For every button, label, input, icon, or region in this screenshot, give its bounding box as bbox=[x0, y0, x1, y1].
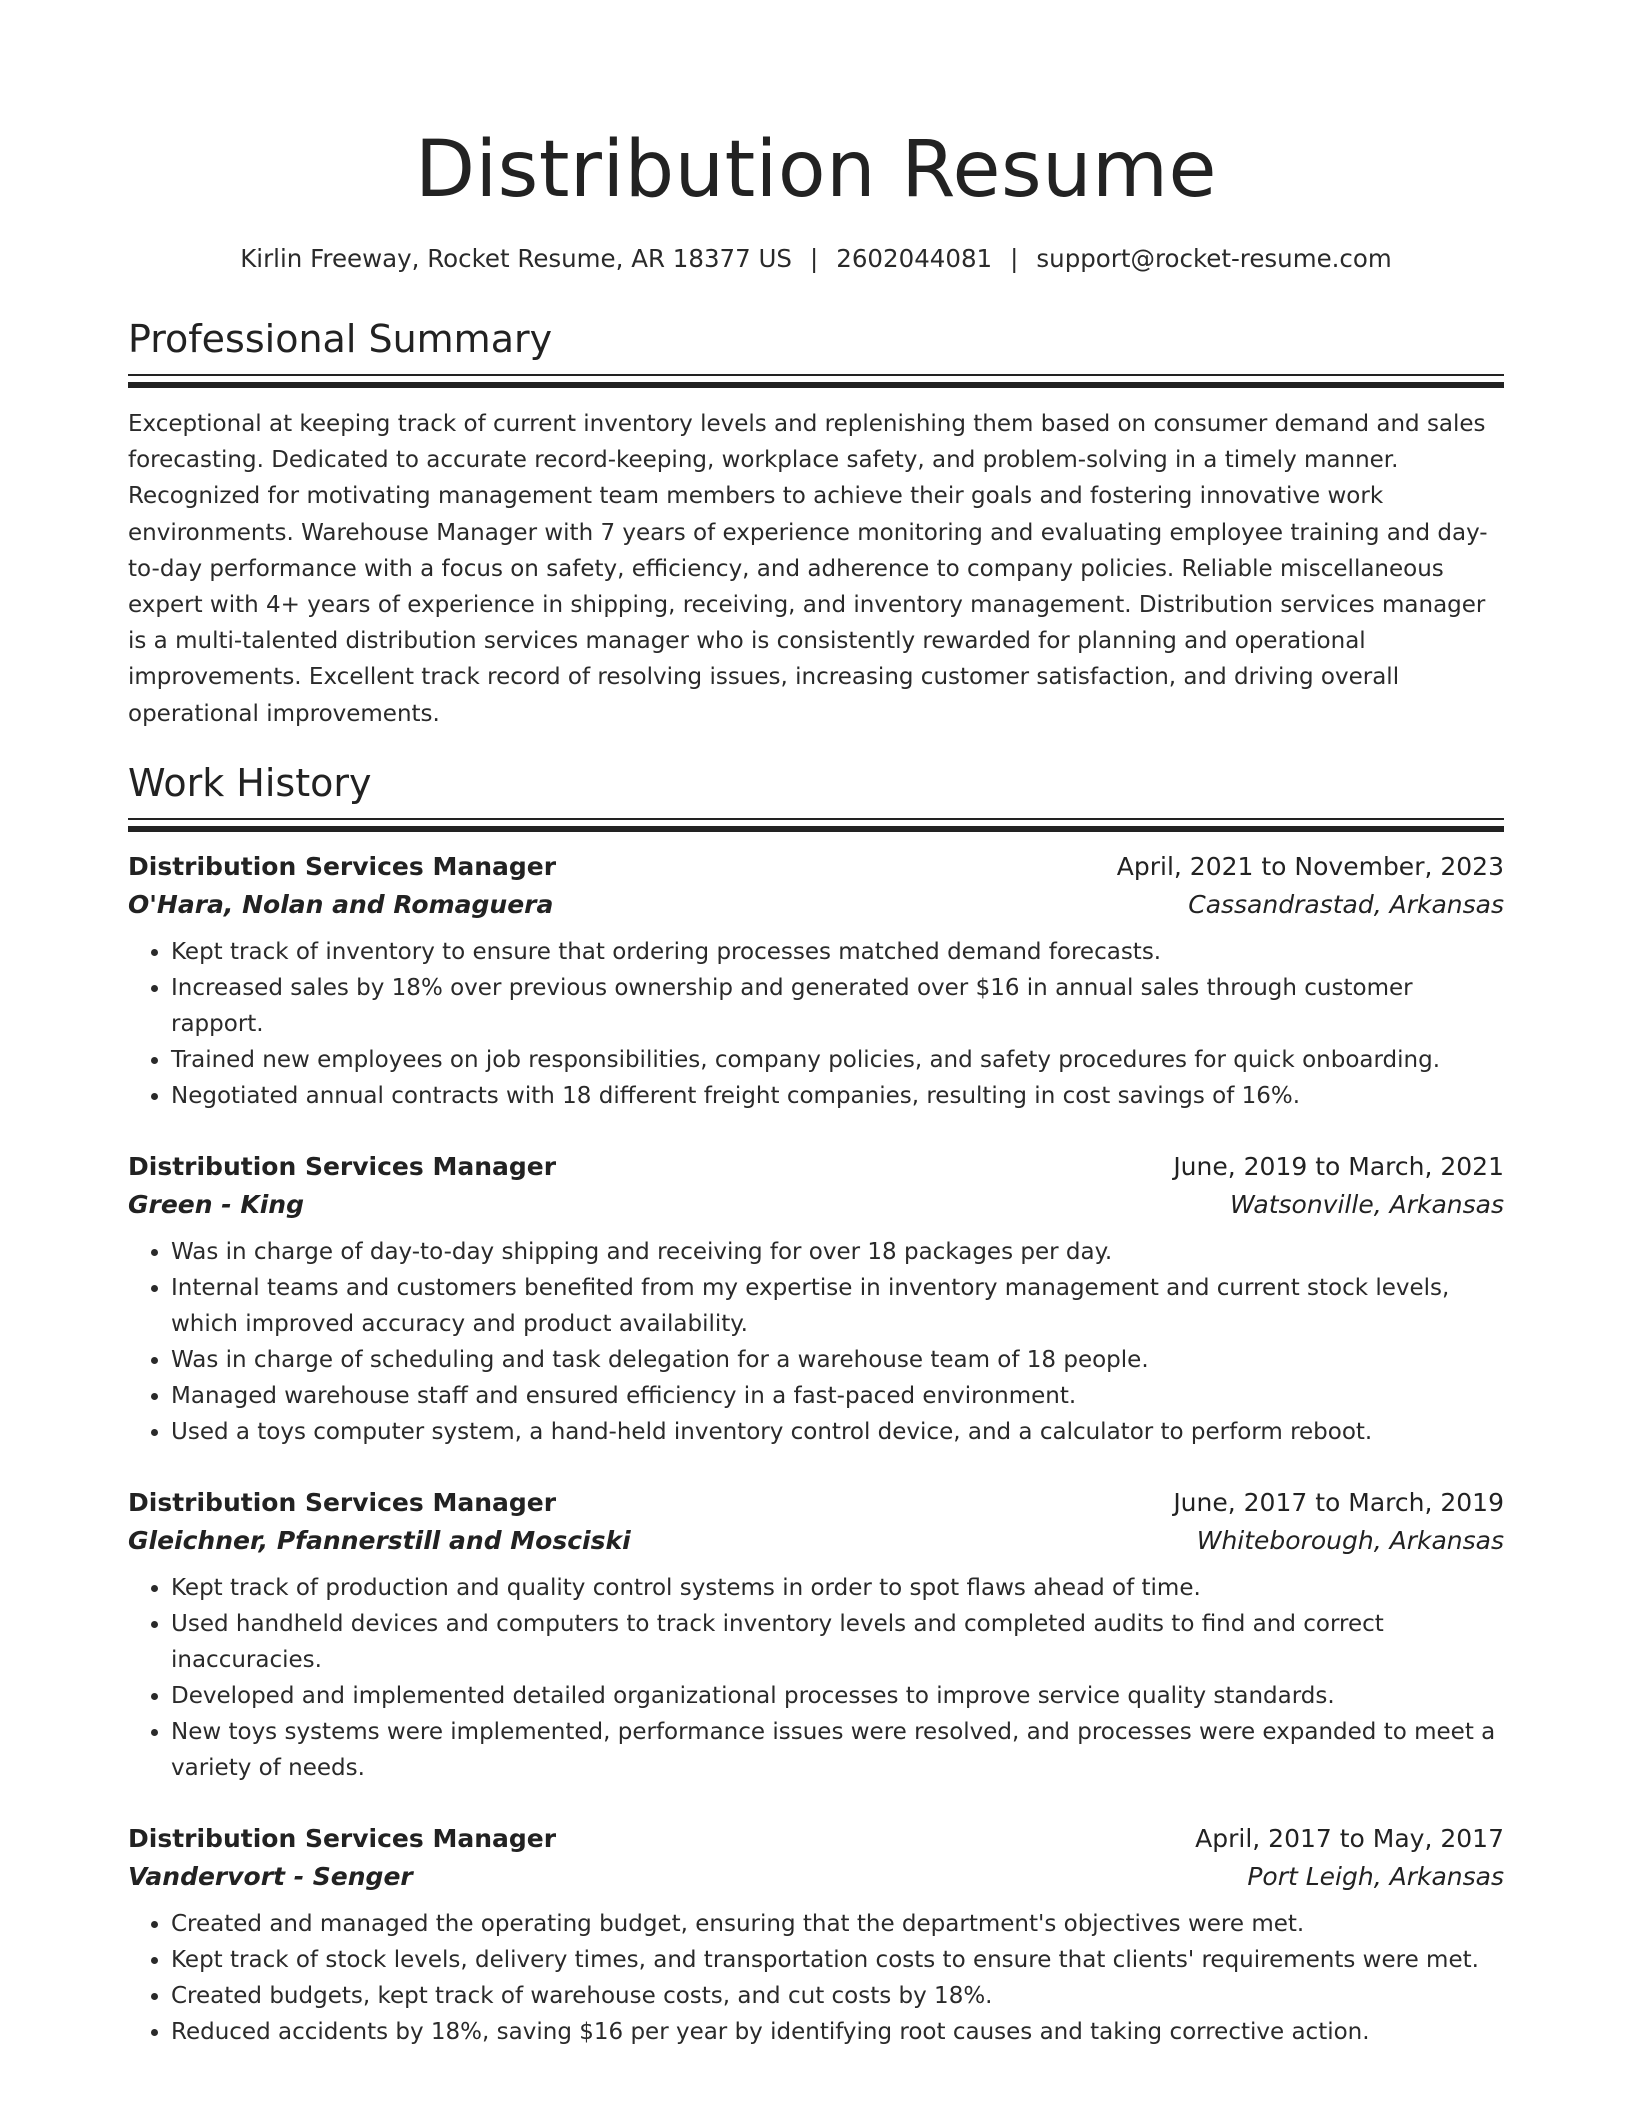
contact-address: Kirlin Freeway, Rocket Resume, AR 18377 US bbox=[240, 244, 792, 273]
job-bullet: • Increased sales by 18% over previous ownership and generated over $16 in annual sales through customer rapport. bbox=[171, 970, 1504, 1042]
job-company: Gleichner, Pfannerstill and Mosciski bbox=[128, 1525, 631, 1555]
job-location: Whiteborough, Arkansas bbox=[1196, 1525, 1504, 1555]
job-bullets bbox=[128, 1234, 1504, 1450]
job-bullet: • Was in charge of scheduling and task delegation for a warehouse team of 18 people. bbox=[171, 1342, 1504, 1378]
job-entry bbox=[128, 1484, 1504, 1786]
job-bullets bbox=[128, 934, 1504, 1114]
contact-phone: 2602044081 bbox=[836, 244, 993, 273]
resume-title: Distribution Resume bbox=[414, 125, 1218, 215]
job-location: Port Leigh, Arkansas bbox=[1247, 1861, 1504, 1891]
job-dates: June, 2019 to March, 2021 bbox=[1173, 1151, 1504, 1181]
job-company: O'Hara, Nolan and Romaguera bbox=[128, 889, 554, 919]
job-bullet: • Created budgets, kept track of warehouse costs, and cut costs by 18%. bbox=[171, 1978, 1504, 2014]
job-bullet: • Was in charge of day-to-day shipping and receiving for over 18 packages per day. bbox=[171, 1234, 1504, 1270]
job-bullet: • Kept track of stock levels, delivery times, and transportation costs to ensure that clients' requirements were met. bbox=[171, 1942, 1504, 1978]
section-divider bbox=[128, 818, 1504, 832]
job-title: Distribution Services Manager bbox=[128, 1823, 557, 1853]
section-heading: Work History bbox=[128, 760, 372, 805]
job-location: Watsonville, Arkansas bbox=[1230, 1189, 1504, 1219]
contact-separator: | bbox=[809, 244, 819, 273]
job-location: Cassandrastad, Arkansas bbox=[1188, 889, 1504, 919]
job-bullet: • Kept track of inventory to ensure that ordering processes matched demand forecasts. bbox=[171, 934, 1504, 970]
job-entry bbox=[128, 1148, 1504, 1450]
job-dates: April, 2017 to May, 2017 bbox=[1195, 1823, 1504, 1853]
professional-summary-section bbox=[128, 316, 1504, 732]
section-heading: Professional Summary bbox=[128, 317, 553, 361]
job-bullets bbox=[128, 1570, 1504, 1786]
job-entry bbox=[128, 848, 1504, 1114]
job-company: Green - King bbox=[128, 1189, 304, 1219]
job-bullet: • Created and managed the operating budget, ensuring that the department's objectives were met. bbox=[171, 1906, 1504, 1942]
job-bullet: • Used a toys computer system, a hand-held inventory control device, and a calculator to perform reboot. bbox=[171, 1414, 1504, 1450]
job-bullet: • New toys systems were implemented, performance issues were resolved, and processes were expanded to meet a variety of needs. bbox=[171, 1714, 1504, 1786]
job-dates: June, 2017 to March, 2019 bbox=[1173, 1487, 1504, 1517]
resume-page bbox=[128, 0, 1504, 2050]
work-history-section bbox=[128, 760, 1504, 2050]
job-bullet: • Managed warehouse staff and ensured efficiency in a fast-paced environment. bbox=[171, 1378, 1504, 1414]
job-dates: April, 2021 to November, 2023 bbox=[1116, 851, 1504, 881]
contact-line bbox=[128, 242, 1504, 276]
contact-email: support@rocket-resume.com bbox=[1036, 244, 1392, 273]
job-bullet: • Internal teams and customers benefited from my expertise in inventory management and current stock levels, which improved accuracy and product availability. bbox=[171, 1270, 1504, 1342]
job-company: Vandervort - Senger bbox=[128, 1861, 413, 1891]
job-bullet: • Negotiated annual contracts with 18 different freight companies, resulting in cost savings of 16%. bbox=[171, 1078, 1504, 1114]
job-bullet: • Developed and implemented detailed organizational processes to improve service quality standards. bbox=[171, 1678, 1504, 1714]
job-bullet: • Kept track of production and quality control systems in order to spot flaws ahead of time. bbox=[171, 1570, 1504, 1606]
job-bullets bbox=[128, 1906, 1504, 2050]
contact-separator: | bbox=[1010, 244, 1019, 273]
job-bullet: • Trained new employees on job responsibilities, company policies, and safety procedures for quick onboarding. bbox=[171, 1042, 1504, 1078]
job-title: Distribution Services Manager bbox=[128, 1487, 557, 1517]
job-bullet: • Used handheld devices and computers to track inventory levels and completed audits to find and correct inaccuracies. bbox=[171, 1606, 1504, 1678]
job-title: Distribution Services Manager bbox=[128, 1151, 557, 1181]
section-divider bbox=[128, 374, 1504, 388]
job-title: Distribution Services Manager bbox=[128, 851, 557, 881]
summary-text: Exceptional at keeping track of current inventory levels and replenishing them based on consumer demand and sales forecasting. Dedicated to accurate record-keeping, workplace safety, and problem-solving in a timely manner. Recognized for motivating management team members to achieve their goals and fostering innovative work environments. Warehouse Manager with 7 years of experience monitoring and evaluating employee training and day-to-day performance with a focus on safety, efficiency, and adherence to company policies. Reliable miscellaneous expert with 4+ years of experience in shipping, receiving, and inventory management. Distribution services manager is a multi-talented distribution services manager who is consistently rewarded for planning and operational improvements. Excellent track record of resolving issues, increasing customer satisfaction, and driving overall operational improvements. bbox=[128, 411, 1488, 727]
job-entry bbox=[128, 1820, 1504, 2050]
job-bullet: • Reduced accidents by 18%, saving $16 per year by identifying root causes and taking corrective action. bbox=[171, 2014, 1504, 2050]
